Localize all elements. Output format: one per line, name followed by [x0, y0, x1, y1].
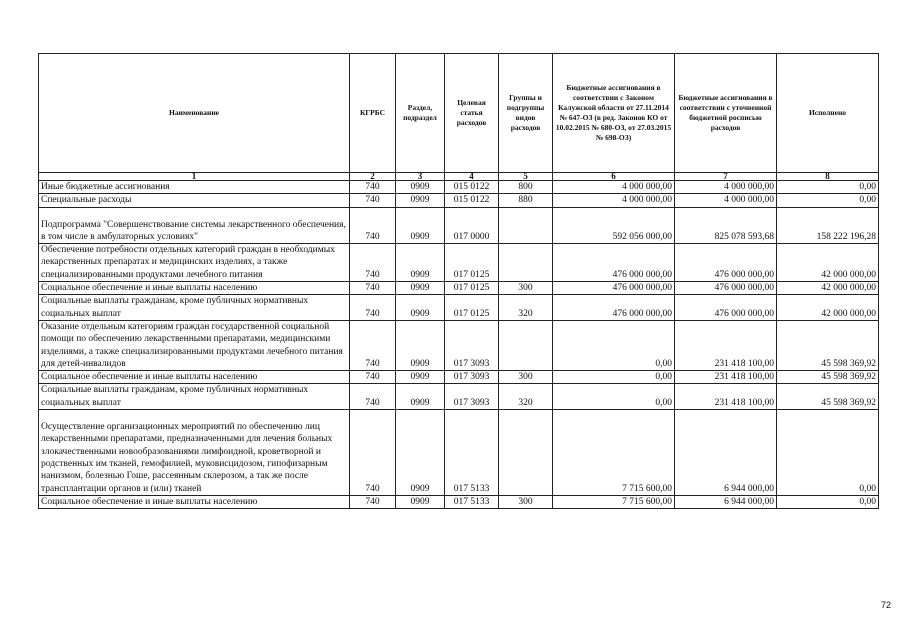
row-executed-amount: 0,00	[777, 495, 879, 508]
row-law-amount: 0,00	[553, 320, 675, 370]
row-section: 0909	[396, 181, 445, 194]
row-target: 017 5133	[445, 410, 499, 496]
row-law-amount: 0,00	[553, 371, 675, 384]
row-target: 017 3093	[445, 320, 499, 370]
row-name: Социальное обеспечение и иные выплаты населению	[39, 495, 350, 508]
col-header-kgrbs: КГРБС	[350, 54, 396, 173]
row-section: 0909	[396, 207, 445, 244]
row-executed-amount: 45 598 369,92	[777, 384, 879, 410]
row-target: 017 5133	[445, 495, 499, 508]
col-number: 5	[499, 173, 553, 181]
col-header-name: Наименование	[39, 54, 350, 173]
col-number: 8	[777, 173, 879, 181]
col-header-section: Раздел, подраздел	[396, 54, 445, 173]
table-row	[39, 207, 879, 244]
table-row	[39, 295, 879, 321]
col-number: 6	[553, 173, 675, 181]
row-refined-amount: 231 418 100,00	[675, 320, 777, 370]
col-number: 7	[675, 173, 777, 181]
row-law-amount: 592 056 000,00	[553, 207, 675, 244]
row-executed-amount: 45 598 369,92	[777, 371, 879, 384]
row-name: Социальное обеспечение и иные выплаты населению	[39, 371, 350, 384]
row-refined-amount: 6 944 000,00	[675, 410, 777, 496]
row-kgrbs: 740	[350, 371, 396, 384]
row-section: 0909	[396, 244, 445, 282]
row-refined-amount: 231 418 100,00	[675, 371, 777, 384]
row-group	[499, 244, 553, 282]
row-target: 017 3093	[445, 371, 499, 384]
header-row	[39, 54, 879, 173]
row-target: 017 0125	[445, 282, 499, 295]
row-name: Осуществление организационных мероприятий по обеспечению лиц лекарственными препаратами, предназначенными для лечения больных злокачественными новообразованиями лимфоидной, кроветворной и родственных им тканей, гемофилией, муковисцидозом, гипофизарным нанизмом, болезнью Гоше, рассеянным склерозом, а так же после трансплантации органов и (или) тканей	[39, 410, 350, 496]
col-header-law-budget: Бюджетные ассигнования в соответствии с Законом Калужской области от 27.11.2014 № 647-ОЗ (в ред. Законов КО от 10.02.2015 № 680-ОЗ, от 27.03.2015 № 698-ОЗ)	[553, 54, 675, 173]
row-law-amount: 4 000 000,00	[553, 181, 675, 194]
table-row	[39, 181, 879, 194]
col-header-groups: Группы и подгруппы видов расходов	[499, 54, 553, 173]
row-law-amount: 4 000 000,00	[553, 194, 675, 207]
row-law-amount: 476 000 000,00	[553, 244, 675, 282]
row-section: 0909	[396, 282, 445, 295]
row-target: 015 0122	[445, 194, 499, 207]
row-group	[499, 207, 553, 244]
row-kgrbs: 740	[350, 207, 396, 244]
col-header-target: Целевая статья расходов	[445, 54, 499, 173]
row-group	[499, 320, 553, 370]
row-kgrbs: 740	[350, 194, 396, 207]
row-executed-amount: 0,00	[777, 410, 879, 496]
row-refined-amount: 476 000 000,00	[675, 295, 777, 321]
row-law-amount: 0,00	[553, 384, 675, 410]
row-section: 0909	[396, 320, 445, 370]
row-target: 015 0122	[445, 181, 499, 194]
row-kgrbs: 740	[350, 410, 396, 496]
row-name: Оказание отдельным категориям граждан государственной социальной помощи по обеспечению лекарственными препаратами, медицинскими изделиями, а также специализированными продуктами лечебного питания для детей-инвалидов	[39, 320, 350, 370]
row-name: Обеспечение потребности отдельных категорий граждан в необходимых лекарственных препаратах и медицинских изделиях, а также специализированными продуктами лечебного питания	[39, 244, 350, 282]
row-refined-amount: 4 000 000,00	[675, 194, 777, 207]
row-name: Социальные выплаты гражданам, кроме публичных нормативных социальных выплат	[39, 384, 350, 410]
row-executed-amount: 0,00	[777, 181, 879, 194]
row-group: 320	[499, 295, 553, 321]
row-refined-amount: 4 000 000,00	[675, 181, 777, 194]
row-kgrbs: 740	[350, 282, 396, 295]
col-number: 4	[445, 173, 499, 181]
row-kgrbs: 740	[350, 295, 396, 321]
budget-table	[38, 53, 879, 509]
table-row	[39, 384, 879, 410]
page-number: 72	[880, 600, 891, 610]
row-section: 0909	[396, 295, 445, 321]
row-group: 300	[499, 282, 553, 295]
column-number-row	[39, 173, 879, 181]
row-name: Социальные выплаты гражданам, кроме публичных нормативных социальных выплат	[39, 295, 350, 321]
table-row	[39, 320, 879, 370]
row-refined-amount: 6 944 000,00	[675, 495, 777, 508]
row-section: 0909	[396, 371, 445, 384]
row-law-amount: 7 715 600,00	[553, 495, 675, 508]
row-group: 800	[499, 181, 553, 194]
row-target: 017 0125	[445, 295, 499, 321]
row-group: 300	[499, 371, 553, 384]
row-target: 017 0125	[445, 244, 499, 282]
row-refined-amount: 231 418 100,00	[675, 384, 777, 410]
row-group: 320	[499, 384, 553, 410]
table-row	[39, 495, 879, 508]
row-kgrbs: 740	[350, 244, 396, 282]
row-kgrbs: 740	[350, 495, 396, 508]
row-name: Социальное обеспечение и иные выплаты населению	[39, 282, 350, 295]
row-kgrbs: 740	[350, 384, 396, 410]
row-executed-amount: 45 598 369,92	[777, 320, 879, 370]
row-executed-amount: 42 000 000,00	[777, 244, 879, 282]
row-law-amount: 476 000 000,00	[553, 282, 675, 295]
table-row	[39, 371, 879, 384]
row-executed-amount: 42 000 000,00	[777, 282, 879, 295]
col-number: 3	[396, 173, 445, 181]
col-header-executed: Исполнено	[777, 54, 879, 173]
row-target: 017 3093	[445, 384, 499, 410]
row-name: Иные бюджетные ассигнования	[39, 181, 350, 194]
row-kgrbs: 740	[350, 181, 396, 194]
row-name: Специальные расходы	[39, 194, 350, 207]
row-group	[499, 410, 553, 496]
row-executed-amount: 0,00	[777, 194, 879, 207]
table-row	[39, 282, 879, 295]
row-refined-amount: 476 000 000,00	[675, 244, 777, 282]
col-number: 2	[350, 173, 396, 181]
col-number: 1	[39, 173, 350, 181]
row-refined-amount: 825 078 593,68	[675, 207, 777, 244]
row-target: 017 0000	[445, 207, 499, 244]
col-header-refined-budget: Бюджетные ассигнования в соответствии с уточненной бюджетной росписью расходов	[675, 54, 777, 173]
row-section: 0909	[396, 384, 445, 410]
row-section: 0909	[396, 410, 445, 496]
row-name: Подпрограмма "Совершенствование системы лекарственного обеспечения, в том числе в амбулаторных условиях"	[39, 207, 350, 244]
table-row	[39, 244, 879, 282]
row-group: 300	[499, 495, 553, 508]
row-executed-amount: 42 000 000,00	[777, 295, 879, 321]
row-group: 880	[499, 194, 553, 207]
row-kgrbs: 740	[350, 320, 396, 370]
row-section: 0909	[396, 495, 445, 508]
table-row	[39, 410, 879, 496]
row-law-amount: 476 000 000,00	[553, 295, 675, 321]
row-executed-amount: 158 222 196,28	[777, 207, 879, 244]
row-law-amount: 7 715 600,00	[553, 410, 675, 496]
table-row	[39, 194, 879, 207]
row-section: 0909	[396, 194, 445, 207]
row-refined-amount: 476 000 000,00	[675, 282, 777, 295]
